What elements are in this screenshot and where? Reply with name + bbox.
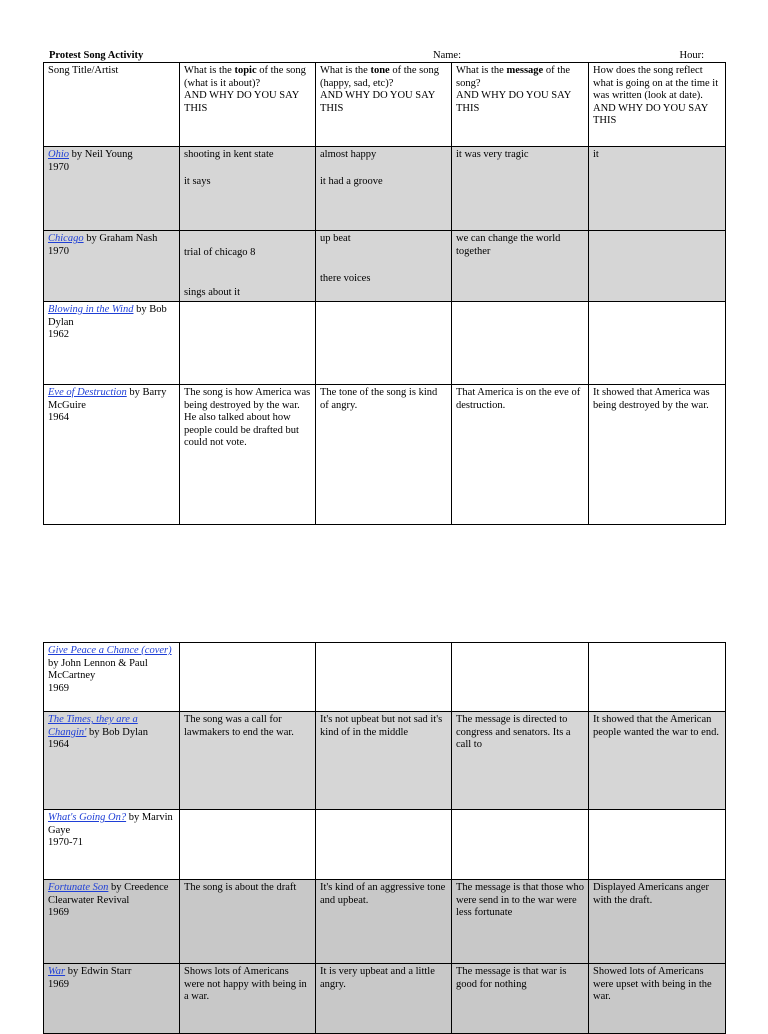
song-cell: What's Going On? by Marvin Gaye 1970-71 [44,810,180,880]
worksheet-header [47,49,704,62]
worksheet-title: Protest Song Activity [49,50,144,61]
tone-cell[interactable]: It's not upbeat but not sad it's kind of in the middle [316,712,452,810]
topic-cell[interactable]: The song is about the draft [180,880,316,964]
reflect-cell[interactable]: Displayed Americans anger with the draft. [589,880,726,964]
message-cell[interactable]: The message is that war is good for nothing [452,964,589,1034]
tone-cell[interactable]: almost happy it had a groove [316,147,452,231]
topic-cell[interactable] [180,643,316,712]
reflect-cell[interactable]: It showed that the American people wanted the war to end. [589,712,726,810]
column-header-topic: What is the topic of the song (what is it about)? AND WHY DO YOU SAY THIS [180,63,316,147]
column-header-tone: What is the tone of the song (happy, sad, etc)? AND WHY DO YOU SAY THIS [316,63,452,147]
table-row [44,231,726,302]
song-cell: Fortunate Son by Creedence Clearwater Revival 1969 [44,880,180,964]
message-cell[interactable]: The message is directed to congress and senators. Its a call to [452,712,589,810]
message-cell[interactable] [452,810,589,880]
song-link[interactable]: The Times, they are a Changin' [48,714,138,738]
song-link[interactable]: Ohio [48,149,69,160]
table-row [44,385,726,525]
table-row [44,964,726,1034]
song-cell: War by Edwin Starr 1969 [44,964,180,1034]
table-header-row [44,63,726,147]
song-cell: Blowing in the Wind by Bob Dylan 1962 [44,302,180,385]
tone-cell[interactable] [316,302,452,385]
song-link[interactable]: Fortunate Son [48,882,109,893]
reflect-cell[interactable] [589,231,726,302]
hour-label: Hour: [679,50,704,61]
song-link[interactable]: Give Peace a Chance (cover) [48,645,172,656]
table-row [44,147,726,231]
message-cell[interactable] [452,643,589,712]
reflect-cell[interactable]: It showed that America was being destroyed by the war. [589,385,726,525]
topic-cell[interactable]: The song was a call for lawmakers to end the war. [180,712,316,810]
message-cell[interactable]: The message is that those who were send in to the war were less fortunate [452,880,589,964]
message-cell[interactable]: we can change the world together [452,231,589,302]
song-link[interactable]: What's Going On? [48,812,127,823]
topic-cell[interactable] [180,810,316,880]
table-row [44,302,726,385]
column-header-song: Song Title/Artist [44,63,180,147]
message-cell[interactable]: it was very tragic [452,147,589,231]
tone-cell[interactable]: up beat there voices [316,231,452,302]
reflect-cell[interactable] [589,810,726,880]
song-link[interactable]: Blowing in the Wind [48,304,134,315]
song-link[interactable]: Eve of Destruction [48,387,127,398]
topic-cell[interactable]: shooting in kent state it says [180,147,316,231]
song-cell: Chicago by Graham Nash 1970 [44,231,180,302]
tone-cell[interactable] [316,810,452,880]
song-link[interactable]: War [48,966,66,977]
reflect-cell[interactable]: Showed lots of Americans were upset with being in the war. [589,964,726,1034]
message-cell[interactable] [452,302,589,385]
reflect-cell[interactable] [589,302,726,385]
column-header-message: What is the message of the song? AND WHY DO YOU SAY THIS [452,63,589,147]
tone-cell[interactable]: It's kind of an aggressive tone and upbeat. [316,880,452,964]
column-header-reflect: How does the song reflect what is going on at the time it was written (look at date). AND WHY DO YOU SAY THIS [589,63,726,147]
reflect-cell[interactable] [589,643,726,712]
tone-cell[interactable] [316,643,452,712]
topic-cell[interactable]: The song is how America was being destroyed by the war. He also talked about how people could be drafted but could not vote. [180,385,316,525]
topic-cell[interactable]: Shows lots of Americans were not happy with being in a war. [180,964,316,1034]
tone-cell[interactable]: It is very upbeat and a little angry. [316,964,452,1034]
topic-cell[interactable]: trial of chicago 8 sings about it [180,231,316,302]
song-table-page-1 [43,62,726,525]
song-cell: The Times, they are a Changin' by Bob Dylan 1964 [44,712,180,810]
table-row [44,880,726,964]
message-cell[interactable]: That America is on the eve of destruction. [452,385,589,525]
table-row [44,810,726,880]
song-cell: Give Peace a Chance (cover) by John Lennon & Paul McCartney 1969 [44,643,180,712]
song-link[interactable]: Chicago [48,233,84,244]
name-label: Name: [433,50,461,61]
song-cell: Ohio by Neil Young 1970 [44,147,180,231]
table-row [44,712,726,810]
tone-cell[interactable]: The tone of the song is kind of angry. [316,385,452,525]
topic-cell[interactable] [180,302,316,385]
reflect-cell[interactable]: it [589,147,726,231]
table-row [44,643,726,712]
song-table-page-2 [43,642,726,1034]
song-cell: Eve of Destruction by Barry McGuire 1964 [44,385,180,525]
